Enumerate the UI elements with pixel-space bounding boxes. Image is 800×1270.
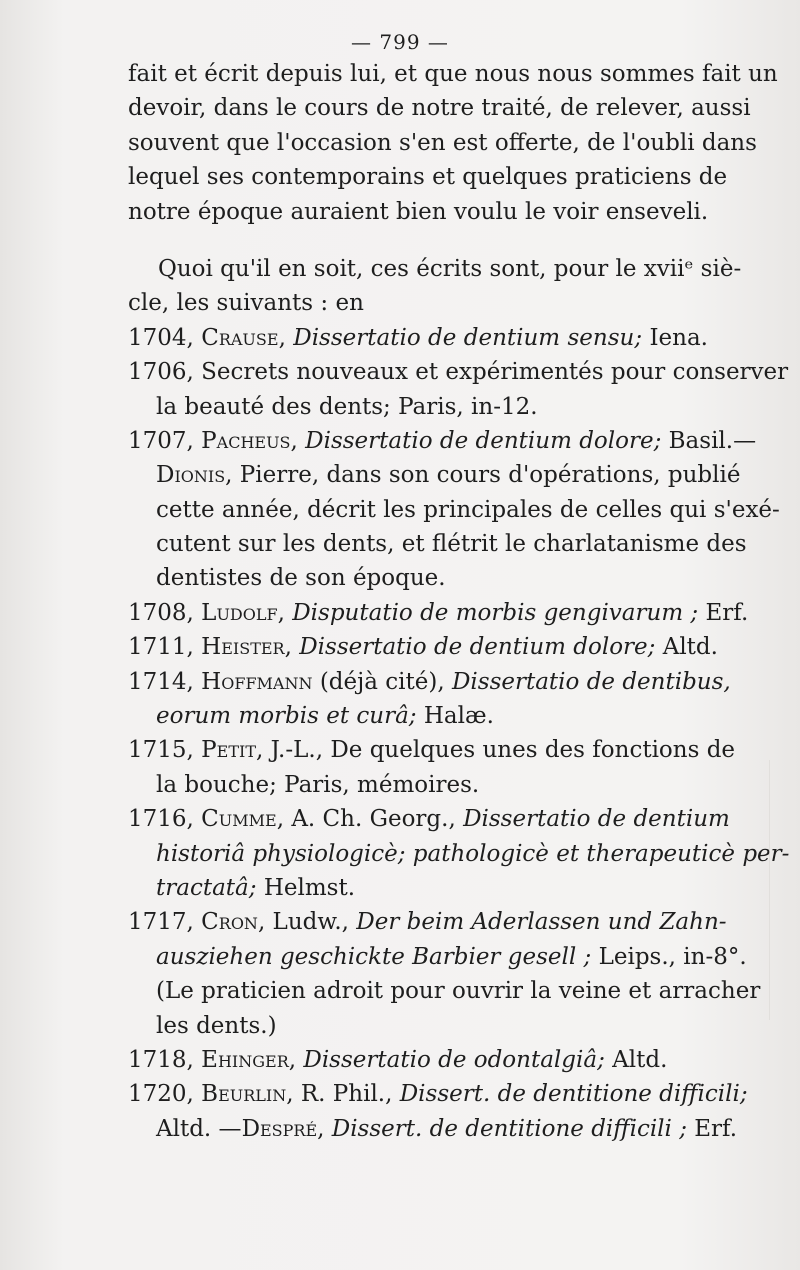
entry-continuation: Altd. —Despré, Dissert. de dentitione difficili ; Erf. [156, 1115, 738, 1142]
entry-title: Dissert. de dentitione difficili ; [331, 1115, 687, 1142]
entry-author: Ludolf [201, 599, 278, 626]
entry-year: 1707 [128, 427, 187, 454]
entry-year: 1706 [128, 359, 187, 386]
paragraph-line: Quoi qu'il en soit, ces écrits sont, pour le xviiᵉ siè- [158, 255, 742, 282]
paragraph-line: lequel ses contemporains et quelques praticiens de [128, 164, 728, 191]
paragraph-line: notre époque auraient bien voulu le voir enseveli. [128, 198, 709, 225]
entry-author: Cron [201, 909, 258, 936]
entry-title: Disputatio de morbis gengivarum ; [292, 599, 699, 626]
entry-continuation [128, 699, 708, 733]
entry-year: 1716 [128, 806, 187, 833]
entry-continuation: la beauté des dents; Paris, in-12. [156, 393, 538, 420]
entry-place: Altd. [612, 1046, 668, 1073]
entry-title: historiâ physiologicè; pathologicè et therapeuticè per- [156, 840, 790, 867]
entry-note: les dents.) [156, 1012, 277, 1039]
paragraph-line: devoir, dans le cours de notre traité, de relever, aussi [128, 95, 751, 122]
entry-text: Secrets nouveaux et expérimentés pour conserver [201, 359, 789, 386]
entry-year: 1717 [128, 909, 187, 936]
entry-place: Erf. [705, 599, 749, 626]
text-body [128, 57, 790, 1146]
entry-title: Dissertatio de odontalgiâ; [303, 1046, 605, 1073]
entry-author: Pacheus [201, 427, 291, 454]
paragraph-line: cle, les suivants : en [128, 290, 364, 317]
entry-title: Dissertatio de dentibus, [451, 668, 731, 695]
paragraph-line: fait et écrit depuis lui, et que nous nous sommes fait un [128, 61, 778, 87]
entry-author: Ehinger [201, 1046, 289, 1073]
entry-place: Halæ. [423, 703, 494, 730]
entry-author: Despré [241, 1115, 318, 1142]
entry-year: 1715 [128, 737, 187, 764]
entry-place: Helmst. [263, 874, 356, 901]
page-edge-shadow [769, 760, 800, 1020]
entry-author: Dionis [156, 462, 226, 489]
entry-title: ausziehen geschickte Barbier gesell ; [156, 943, 592, 970]
entry-author: Petit [201, 737, 256, 764]
entry-continuation: dentistes de son époque. [156, 565, 446, 592]
entry-place: Erf. [694, 1115, 738, 1142]
entry-continuation: cutent sur les dents, et flétrit le charlatanisme des [156, 531, 747, 558]
entry-continuation: cette année, décrit les principales de celles qui s'exé- [156, 496, 780, 523]
entry-name: , R. Phil., [286, 1081, 393, 1108]
entry-title: Der beim Aderlassen und Zahn- [356, 909, 727, 936]
entry-title: eorum morbis et curâ; [156, 703, 417, 730]
entry-title: Dissertatio de dentium dolore; [305, 427, 662, 454]
bibliography-entry-1708: 1708, Ludolf, Disputatio de morbis gengivarum ; Erf. [128, 599, 749, 626]
entry-name: , Ludw., [257, 909, 349, 936]
entry-name: , A. Ch. Georg., [276, 806, 456, 833]
entry-continuation [128, 940, 747, 974]
entry-continuation [128, 871, 708, 905]
entry-title: tractatâ; [156, 874, 257, 901]
entry-place: Basil.— [668, 427, 757, 454]
entry-year: 1704 [128, 324, 187, 351]
bibliography-entry-1715: 1715, Petit, J.-L., De quelques unes des fonctions de [128, 737, 736, 764]
entry-note: (déjà cité), [319, 668, 445, 695]
entry-title: Dissertatio de dentium sensu; [293, 324, 643, 351]
bibliography-entry-1718: 1718, Ehinger, Dissertatio de odontalgiâ; Altd. [128, 1046, 668, 1073]
bibliography-entry-1714: 1714, Hoffmann (déjà cité), Dissertatio de dentibus, [128, 668, 731, 695]
bibliography-entry-1717: 1717, Cron, Ludw., Der beim Aderlassen und Zahn- [128, 909, 727, 936]
entry-year: 1718 [128, 1046, 187, 1073]
entry-place: Altd. [156, 1115, 212, 1142]
entry-author: Heister [201, 634, 285, 661]
page-number: — 799 — [351, 30, 449, 54]
entry-continuation: la bouche; Paris, mémoires. [156, 771, 480, 798]
entry-year: 1720 [128, 1081, 187, 1108]
entry-title: Dissertatio de dentium [463, 806, 730, 833]
bibliography-entry-1711: 1711, Heister, Dissertatio de dentium dolore; Altd. [128, 634, 718, 661]
entry-year: 1711 [128, 634, 187, 661]
bibliography-entry-1720: 1720, Beurlin, R. Phil., Dissert. de dentitione difficili; [128, 1081, 748, 1108]
bibliography-entry-1706: 1706, Secrets nouveaux et expérimentés pour conserver [128, 359, 789, 386]
entry-note: (Le praticien adroit pour ouvrir la veine et arracher [156, 978, 761, 1005]
entry-year: 1714 [128, 668, 187, 695]
bibliography-entry-1704: 1704, Crause, Dissertatio de dentium sensu; Iena. [128, 324, 708, 351]
entry-title: Dissert. de dentitione difficili; [399, 1081, 748, 1108]
entry-text: , J.-L., De quelques unes des fonctions de [256, 737, 736, 764]
entry-author: Hoffmann [201, 668, 313, 695]
entry-place: Altd. [662, 634, 718, 661]
entry-continuation [128, 837, 790, 871]
paragraph-line: souvent que l'occasion s'en est offerte, de l'oubli dans [128, 129, 757, 156]
bibliography-entry-1707: 1707, Pacheus, Dissertatio de dentium dolore; Basil.— [128, 427, 757, 454]
entry-author: Crause [201, 324, 279, 351]
entry-author: Beurlin [201, 1081, 287, 1108]
entry-year: 1708 [128, 599, 187, 626]
entry-place: Iena. [649, 324, 708, 351]
entry-author: Cumme [201, 806, 277, 833]
entry-continuation [128, 458, 741, 492]
bibliography-entry-1716: 1716, Cumme, A. Ch. Georg., Dissertatio de dentium [128, 806, 730, 833]
entry-place: Leips., in-8°. [598, 943, 747, 970]
entry-title: Dissertatio de dentium dolore; [299, 634, 656, 661]
entry-text: , Pierre, dans son cours d'opérations, publié [225, 462, 741, 489]
